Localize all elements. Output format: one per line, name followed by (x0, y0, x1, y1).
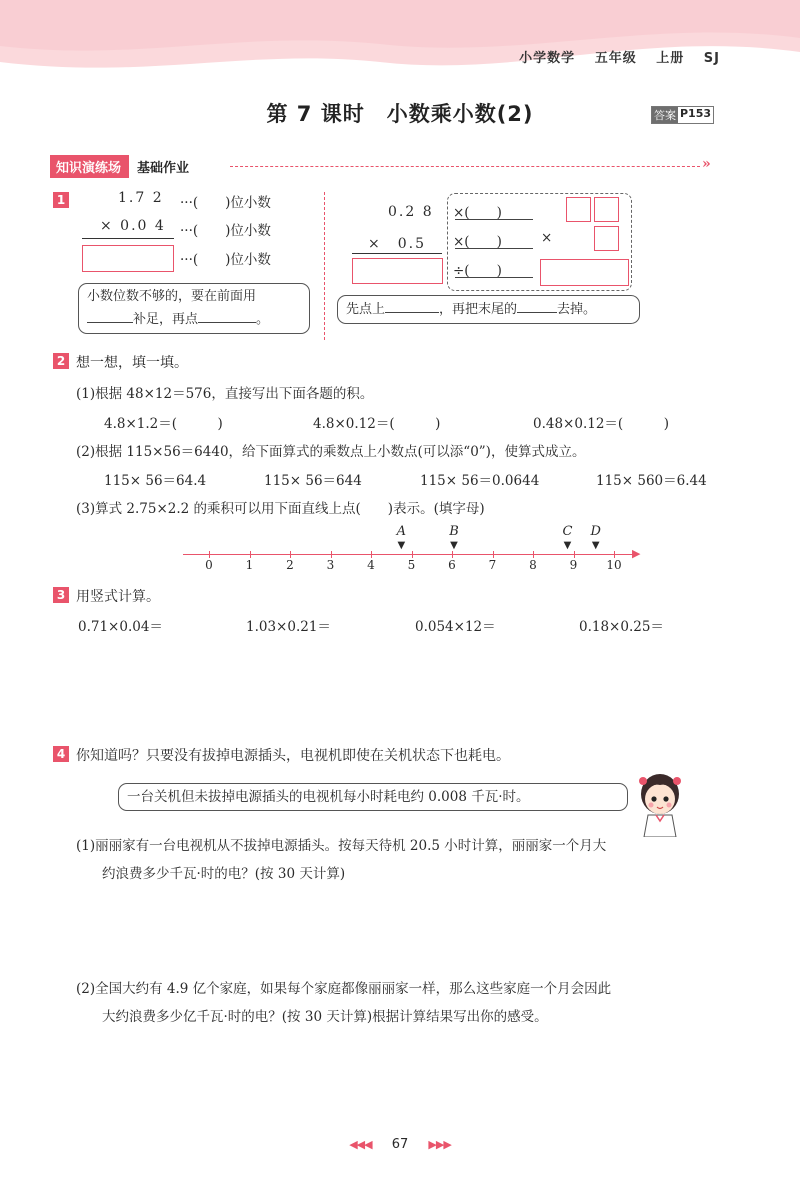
answer-page: P153 (680, 107, 712, 120)
q2-p2-item-1: 115× 56＝64.4 (104, 473, 207, 489)
point-marker-icon: ▼ (397, 540, 406, 551)
number-line-tick (331, 551, 332, 558)
q1-hint-bubble-left (78, 283, 310, 334)
question-number-4: 4 (53, 746, 69, 762)
q4-info-bubble: 一台关机但未拔掉电源插头的电视机每小时耗电约 0.008 千瓦·时。 (118, 783, 628, 811)
answer-reference (651, 106, 714, 124)
number-line-point-d: D (590, 524, 601, 539)
q2-p1-item-2: 4.8×0.12＝( ) (313, 416, 441, 432)
page-number: 67 (391, 1137, 409, 1152)
q2-heading: 想一想，填一填。 (76, 355, 188, 371)
number-line-label: 0 (205, 558, 213, 572)
number-line-tick (614, 551, 615, 558)
number-line-label: 3 (326, 558, 335, 572)
q1-hint-left-pre: 补足，再点 (133, 312, 199, 327)
number-line-label: 5 (407, 558, 416, 572)
point-marker-icon: ▼ (563, 540, 572, 551)
q1-product-box[interactable] (540, 259, 629, 286)
q4-part1-line2: 约浪费多少千瓦·时的电？(按 30 天计算) (102, 866, 346, 882)
q1-decimal-places-3: ···( )位小数 (180, 252, 271, 268)
number-line-tick (371, 551, 372, 558)
number-line-label: 7 (488, 558, 497, 572)
point-marker-icon: ▼ (591, 540, 600, 551)
number-line-label: 10 (606, 558, 622, 572)
question-number-2: 2 (53, 353, 69, 369)
q1-hint-left-line1: 小数位数不够的，要在前面用 (87, 289, 257, 304)
q1-result-box[interactable] (82, 245, 174, 272)
page-title: 第 7 课时 小数乘小数(2) (266, 102, 534, 126)
grade-label: 五年级 (594, 51, 637, 66)
subject-label: 小学数学 (519, 51, 576, 66)
q2-p1-item-3: 0.48×0.12＝( ) (533, 416, 669, 432)
q1-multiplier: × 0.0 4 (100, 218, 166, 234)
number-line-tick (452, 551, 453, 558)
q1-op-mul-1: ×( ) (453, 205, 502, 221)
q1-digit-box-1[interactable] (566, 197, 591, 222)
number-line-tick (209, 551, 210, 558)
double-chevron-icon: » (702, 156, 711, 172)
q3-item-2: 1.03×0.21＝ (246, 619, 331, 635)
cartoon-girl-illustration (630, 767, 690, 837)
question-number-3: 3 (53, 587, 69, 603)
answer-label: 答案 (654, 109, 676, 122)
number-line-axis (183, 554, 633, 555)
number-line-label: 6 (448, 558, 456, 572)
page-footer (0, 1137, 800, 1152)
q3-heading: 用竖式计算。 (76, 589, 160, 605)
section-tag: 知识演练场 (50, 155, 129, 178)
q1-hint-left-post: 。 (256, 312, 270, 327)
number-line-point-b: B (449, 524, 459, 539)
q2-part3: (3)算式 2.75×2.2 的乘积可以用下面直线上点( )表示。(填字母) (76, 501, 485, 517)
section-subtitle: 基础作业 (137, 160, 190, 176)
q2-part1: (1)根据 48×12＝576，直接写出下面各题的积。 (76, 386, 374, 402)
q4-part1-line1: (1)丽丽家有一台电视机从不拔掉电源插头。按每天待机 20.5 小时计算，丽丽家一个月大 (76, 838, 607, 854)
q4-part2-line2: 大约浪费多少亿千瓦·时的电？(按 30 天计算)根据计算结果写出你的感受。 (102, 1009, 548, 1025)
edition-label: SJ (703, 51, 720, 66)
q1-right-result-box[interactable] (352, 258, 443, 284)
q2-part2: (2)根据 115×56＝6440，给下面算式的乘数点上小数点(可以添“0”)，使算式成立。 (76, 444, 586, 460)
q1-blank-point[interactable] (198, 308, 256, 323)
q1-blank-prefix[interactable] (87, 308, 133, 323)
number-line-arrow-icon: ▶ (632, 547, 641, 560)
number-line-label: 2 (286, 558, 294, 572)
q3-item-4: 0.18×0.25＝ (579, 619, 664, 635)
q1-op-div: ÷( ) (453, 263, 502, 279)
q1-right-calc-line (352, 253, 442, 254)
q1-multiplicand: 1.7 2 (118, 190, 164, 206)
prev-arrows-icon: ◀◀◀ (349, 1138, 372, 1151)
q1-column-divider (324, 192, 325, 340)
point-marker-icon: ▼ (450, 540, 458, 551)
q1-digit-box-2[interactable] (594, 197, 619, 222)
header-meta (505, 47, 720, 66)
q1-decimal-places-2: ···( )位小数 (180, 223, 271, 239)
number-line-label: 1 (245, 558, 254, 572)
number-line-point-a: A (396, 524, 407, 539)
q1-hint-right-pre: 先点上 (346, 302, 386, 317)
section-divider (230, 166, 700, 167)
q1-hint-right-mid: ，再把末尾的 (439, 302, 518, 317)
volume-label: 上册 (656, 51, 685, 66)
q1-op-mul-2: ×( ) (453, 234, 502, 250)
number-line-tick (412, 551, 413, 558)
top-wave-band (0, 0, 800, 80)
number-line-label: 8 (529, 558, 537, 572)
next-arrows-icon: ▶▶▶ (428, 1138, 451, 1151)
number-line-tick (493, 551, 494, 558)
q1-arrow-3 (455, 277, 533, 278)
q3-item-1: 0.71×0.04＝ (78, 619, 163, 635)
q1-arrow-2 (455, 248, 533, 249)
number-line-label: 4 (367, 558, 375, 572)
number-line-tick (533, 551, 534, 558)
q1-mid-times: × (541, 230, 553, 246)
q3-item-3: 0.054×12＝ (415, 619, 496, 635)
q2-p2-item-2: 115× 56＝644 (264, 473, 362, 489)
q1-arrow-1 (455, 219, 533, 220)
q4-heading: 你知道吗？只要没有拔掉电源插头，电视机即使在关机状态下也耗电。 (76, 748, 510, 764)
q1-digit-box-3[interactable] (594, 226, 619, 251)
q1-calc-line (82, 238, 174, 239)
q1-right-n1: 0.2 8 (388, 204, 434, 220)
q1-hint-right-post: 去掉。 (557, 302, 597, 317)
section-header (50, 155, 189, 177)
number-line-tick (250, 551, 251, 558)
number-line-tick (290, 551, 291, 558)
number-line-tick (574, 551, 575, 558)
q1-right-n2: × 0.5 (368, 236, 426, 252)
q1-blank-trailing[interactable] (517, 298, 557, 313)
number-line-point-c: C (562, 524, 573, 539)
q1-blank-decimal[interactable] (385, 298, 439, 313)
number-line-label: 9 (569, 558, 578, 572)
q2-p2-item-3: 115× 56＝0.0644 (420, 473, 540, 489)
q2-p1-item-1: 4.8×1.2＝( ) (104, 416, 223, 432)
q4-part2-line1: (2)全国大约有 4.9 亿个家庭，如果每个家庭都像丽丽家一样，那么这些家庭一个月会因此 (76, 981, 612, 997)
q2-p2-item-4: 115× 560＝6.44 (596, 473, 707, 489)
q1-decimal-places-1: ···( )位小数 (180, 195, 271, 211)
question-number-1: 1 (53, 192, 69, 208)
q1-hint-bubble-right (337, 295, 640, 324)
